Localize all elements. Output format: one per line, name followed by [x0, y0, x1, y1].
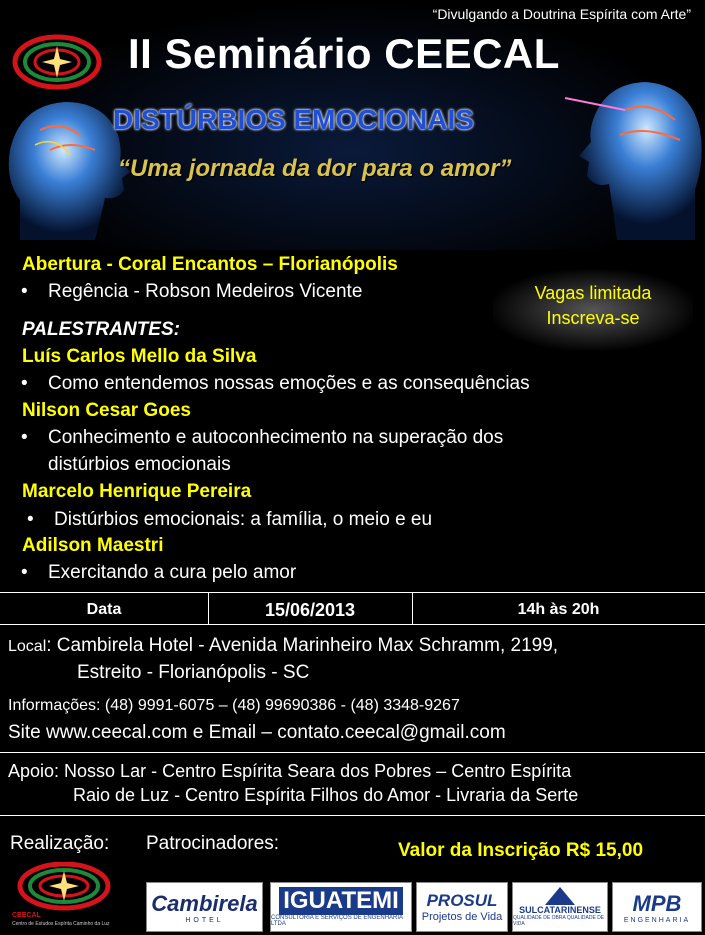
opening-detail: • Regência - Robson Medeiros Vicente [48, 281, 362, 303]
divider [0, 752, 705, 753]
sponsor-cambirela-logo [146, 882, 263, 932]
tagline: “Divulgando a Doutrina Espírita com Arte” [432, 6, 691, 22]
header-banner [0, 0, 705, 250]
sponsor-sulcatarinense-logo [512, 882, 608, 932]
sponsor-name: IGUATEMI [279, 887, 403, 915]
event-quote: “Uma jornada da dor para o amor” [118, 155, 512, 182]
speaker-name: Luís Carlos Mello da Silva [22, 346, 257, 367]
vagas-badge [493, 270, 693, 350]
sponsor-iguatemi-logo [270, 882, 412, 932]
speaker-topic: • Como entendemos nossas emoções e as consequências [48, 373, 530, 395]
speaker-topic: • Exercitando a cura pelo amor [48, 562, 296, 584]
ceecal-footer-logo-caption: Centro de Estudos Espírita Caminho da Luz [12, 921, 110, 927]
sponsor-name: Cambirela [151, 890, 258, 916]
divider [0, 624, 705, 625]
speaker-name: Nilson Cesar Goes [22, 400, 191, 421]
speaker-topic: • Conhecimento e autoconhecimento na superação dos [48, 427, 503, 449]
schedule-time: 14h às 20h [517, 601, 600, 618]
speaker-name: Adilson Maestri [22, 535, 164, 556]
schedule-date: 15/06/2013 [264, 600, 356, 620]
location-address: : Cambirela Hotel - Avenida Marinheiro Max Schramm, 2199, [46, 635, 559, 656]
registration-price: Valor da Inscrição R$ 15,00 [398, 840, 644, 861]
speaker-topic: • Distúrbios emocionais: a família, o meio e eu [54, 509, 432, 531]
speaker-topic-continued: distúrbios emocionais [48, 454, 231, 475]
ceecal-footer-logo-text: CEECAL [12, 912, 41, 919]
sponsor-name: SULCATARINENSE [519, 905, 601, 915]
schedule-date-label: Data [86, 601, 122, 618]
sponsor-mpb-logo [612, 882, 702, 932]
ceecal-footer-logo-icon [10, 862, 118, 914]
event-subtitle: DISTÚRBIOS EMOCIONAIS [113, 104, 474, 135]
sponsor-name: PROSUL [426, 891, 498, 910]
support-line1: Apoio: Nosso Lar - Centro Espírita Seara dos Pobres – Centro Espírita [8, 761, 572, 781]
sponsor-sub: CONSULTORIA E SERVIÇOS DE ENGENHARIA LTDA [271, 915, 403, 927]
sponsor-sub: Projetos de Vida [421, 911, 503, 923]
speakers-heading: PALESTRANTES: [22, 319, 180, 340]
sponsor-sub: ENGENHARIA [623, 916, 691, 924]
sponsor-sub: HOTEL [185, 916, 224, 924]
divider [0, 592, 705, 593]
sponsor-name: MPB [632, 890, 682, 916]
sponsor-prosul-logo [416, 882, 508, 932]
info-phones: Informações: (48) 9991-6075 – (48) 99690386 - (48) 3348-9267 [8, 697, 460, 714]
speaker-name: Marcelo Henrique Pereira [22, 481, 252, 502]
vagas-line1: Vagas limitada [534, 283, 652, 303]
vagas-line2: Inscreva-se [546, 308, 640, 328]
info-contact: Site www.ceecal.com e Email – contato.ceecal@gmail.com [8, 722, 506, 743]
location-label: Local [8, 638, 47, 655]
location-line [8, 635, 558, 657]
page-title: II Seminário CEECAL [128, 30, 560, 77]
divider [0, 815, 705, 816]
brain-head-right-image [565, 70, 705, 240]
ceecal-logo-icon [12, 34, 102, 90]
patrocinadores-label: Patrocinadores: [146, 833, 280, 854]
sponsor-sub: QUALIDADE DE OBRA QUALIDADE DE VIDA [513, 915, 605, 927]
sulcatarinense-triangle-icon [545, 887, 575, 905]
location-city: Estreito - Florianópolis - SC [77, 662, 310, 683]
support-line2: Raio de Luz - Centro Espírita Filhos do Amor - Livraria da Serte [73, 785, 579, 805]
realizacao-label: Realização: [10, 833, 110, 854]
opening-heading: Abertura - Coral Encantos – Florianópolis [22, 254, 398, 275]
